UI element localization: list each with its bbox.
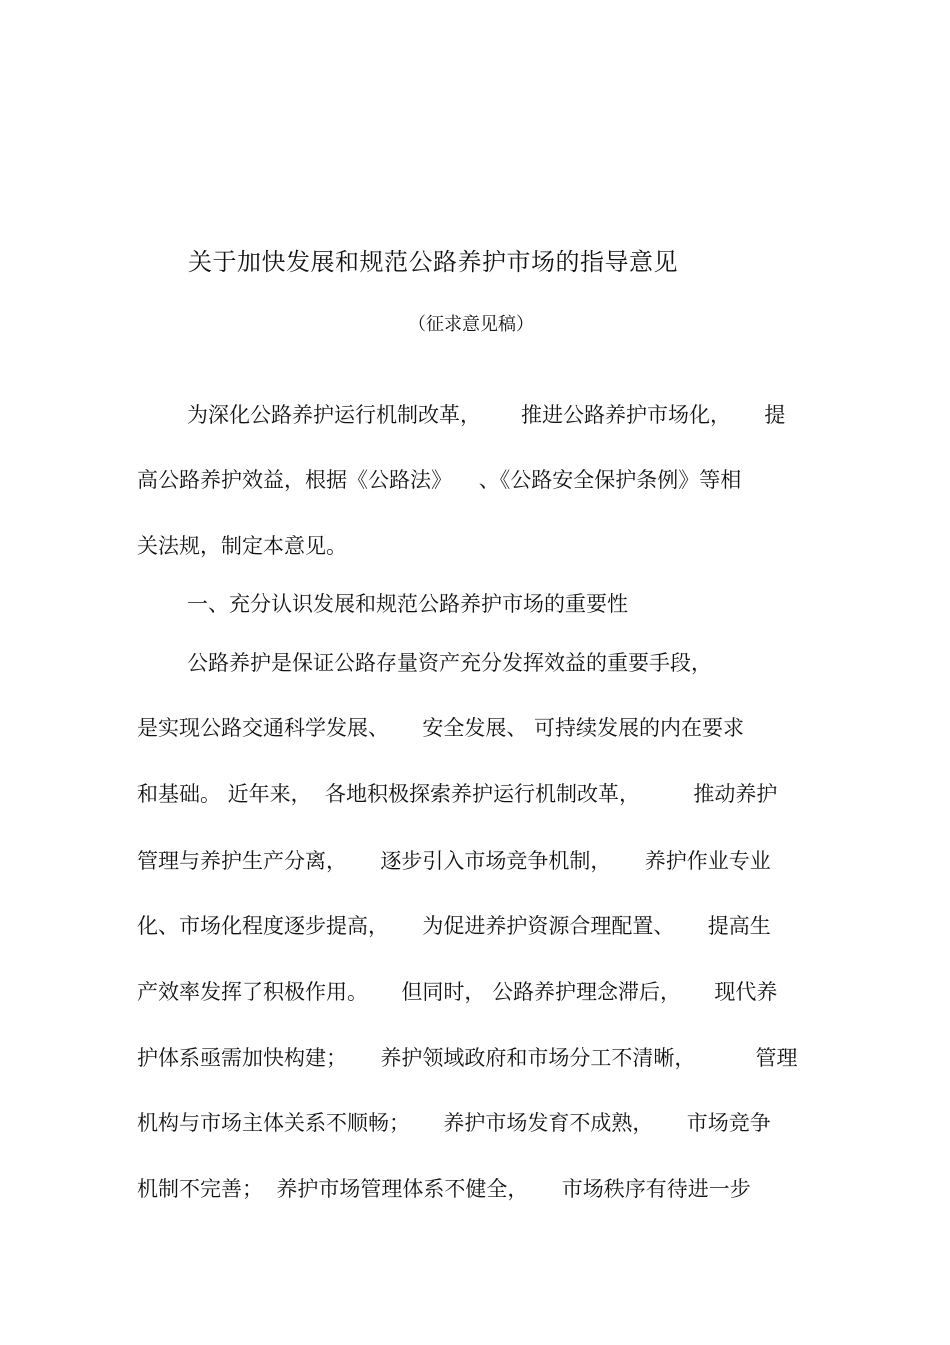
paragraph-line: 高公路养护效益，根据《公路法》 、《公路安全保护条例》等相	[137, 468, 742, 492]
paragraph-line: 产效率发挥了积极作用。 但同时， 公路养护理念滞后， 现代养	[137, 980, 778, 1004]
document-subtitle: （征求意见稿）	[408, 314, 534, 335]
paragraph-line: 机构与市场主体关系不顺畅； 养护市场发育不成熟， 市场竞争	[137, 1111, 771, 1135]
paragraph-line: 公路养护是保证公路存量资产充分发挥效益的重要手段，	[187, 651, 712, 675]
paragraph-line: 是实现公路交通科学发展、 安全发展、 可持续发展的内在要求	[137, 716, 745, 740]
paragraph-line: 和基础。 近年来， 各地积极探索养护运行机制改革， 推动养护	[137, 782, 778, 806]
document-title: 关于加快发展和规范公路养护市场的指导意见	[188, 248, 678, 276]
paragraph-line: 为深化公路养护运行机制改革， 推进公路养护市场化， 提	[187, 403, 786, 427]
paragraph-line: 机制不完善； 养护市场管理体系不健全， 市场秩序有待进一步	[137, 1177, 751, 1201]
paragraph-line: 护体系亟需加快构建； 养护领域政府和市场分工不清晰， 管理	[137, 1046, 798, 1070]
paragraph-line: 化、市场化程度逐步提高， 为促进养护资源合理配置、 提高生	[137, 914, 771, 938]
paragraph-line: 关法规，制定本意见。	[137, 534, 347, 558]
section-heading: 一、充分认识发展和规范公路养护市场的重要性	[187, 592, 628, 616]
paragraph-line: 管理与养护生产分离， 逐步引入市场竞争机制， 养护作业专业	[137, 849, 771, 873]
